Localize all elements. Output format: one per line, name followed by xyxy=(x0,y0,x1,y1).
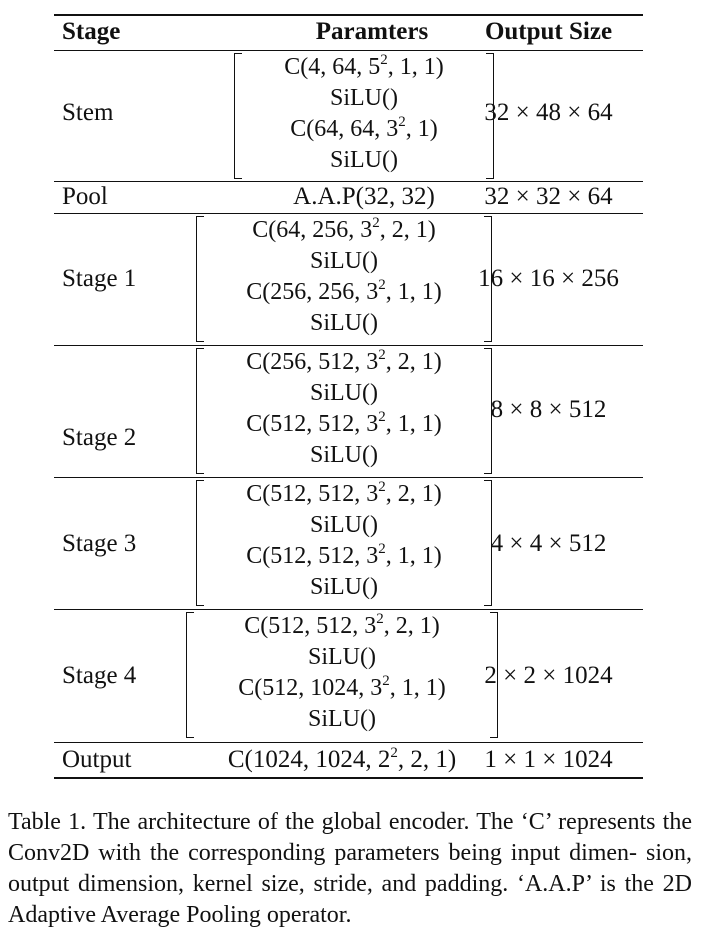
param-line: C(256, 256, $3^2$, 1, 1) xyxy=(246,277,442,305)
pool-output-size: 32 × 32 × 64 xyxy=(484,183,613,210)
param-line: SiLU() xyxy=(310,248,378,274)
stage-4-output-size: 2 × 2 × 1024 xyxy=(484,662,613,689)
row-rule xyxy=(54,345,643,346)
param-line: C(64, 256, $3^2$, 2, 1) xyxy=(252,215,436,243)
row-rule xyxy=(54,477,643,478)
header-stage: Stage xyxy=(62,18,121,45)
output-output-size: 1 × 1 × 1024 xyxy=(484,746,613,773)
stage-2-label: Stage 2 xyxy=(62,424,137,451)
stage-2-param-group xyxy=(196,347,492,475)
param-line: SiLU() xyxy=(330,85,398,111)
param-line: SiLU() xyxy=(308,644,376,670)
param-line: SiLU() xyxy=(308,706,376,732)
header-output-size: Output Size xyxy=(484,18,613,45)
stage-pool-label: Pool xyxy=(62,183,108,210)
param-line: C(512, 512, $3^2$, 1, 1) xyxy=(246,409,442,437)
param-line: SiLU() xyxy=(310,380,378,406)
stage-1-param-group xyxy=(196,215,492,343)
stage-4-param-group xyxy=(186,611,498,739)
param-line: C(512, 512, $3^2$, 2, 1) xyxy=(244,611,440,639)
stage-1-label: Stage 1 xyxy=(62,265,137,292)
param-line: SiLU() xyxy=(310,442,378,468)
stage-3-output-size: 4 × 4 × 512 xyxy=(490,530,607,557)
stage-2-output-size: 8 × 8 × 512 xyxy=(490,396,607,423)
stage-1-output-size: 16 × 16 × 256 xyxy=(478,265,619,292)
table-caption: Table 1. The architecture of the global encoder. The ‘C’ represents the Conv2D with the corresponding parameters being input dimen- sion, output dimension, kernel size, stride, and padding. ‘A.A.P’ is the 2D Adaptive Average Pooling operator. xyxy=(8,809,692,928)
table-top-rule xyxy=(54,14,643,16)
stage-stem-label: Stem xyxy=(62,99,114,126)
left-bracket xyxy=(186,612,194,738)
pool-param: A.A.P(32, 32) xyxy=(293,183,435,210)
stage-output-label: Output xyxy=(62,746,132,773)
row-rule xyxy=(54,742,643,743)
table-bottom-rule xyxy=(54,777,643,779)
output-param: C(1024, 1024, $2^2$, 2, 1) xyxy=(227,744,457,773)
param-line: C(256, 512, $3^2$, 2, 1) xyxy=(246,347,442,375)
param-line: SiLU() xyxy=(310,310,378,336)
row-rule xyxy=(54,213,643,214)
header-rule xyxy=(54,50,643,51)
param-line: C(512, 512, $3^2$, 1, 1) xyxy=(246,541,442,569)
architecture-table xyxy=(54,14,643,779)
param-line: SiLU() xyxy=(310,574,378,600)
stage-3-param-group xyxy=(196,479,492,607)
param-line: C(512, 1024, $3^2$, 1, 1) xyxy=(238,673,446,701)
left-bracket xyxy=(196,216,204,342)
param-line: C(4, 64, $5^2$, 1, 1) xyxy=(284,52,444,80)
stage-3-label: Stage 3 xyxy=(62,530,137,557)
stem-output-size: 32 × 48 × 64 xyxy=(484,99,613,126)
stage-4-label: Stage 4 xyxy=(62,662,137,689)
param-line: SiLU() xyxy=(330,147,398,173)
left-bracket xyxy=(196,480,204,606)
param-line: C(64, 64, $3^2$, 1) xyxy=(290,114,438,142)
row-rule xyxy=(54,609,643,610)
param-line: C(512, 512, $3^2$, 2, 1) xyxy=(246,479,442,507)
header-params: Paramters xyxy=(315,18,429,45)
left-bracket xyxy=(196,348,204,474)
param-line: SiLU() xyxy=(310,512,378,538)
